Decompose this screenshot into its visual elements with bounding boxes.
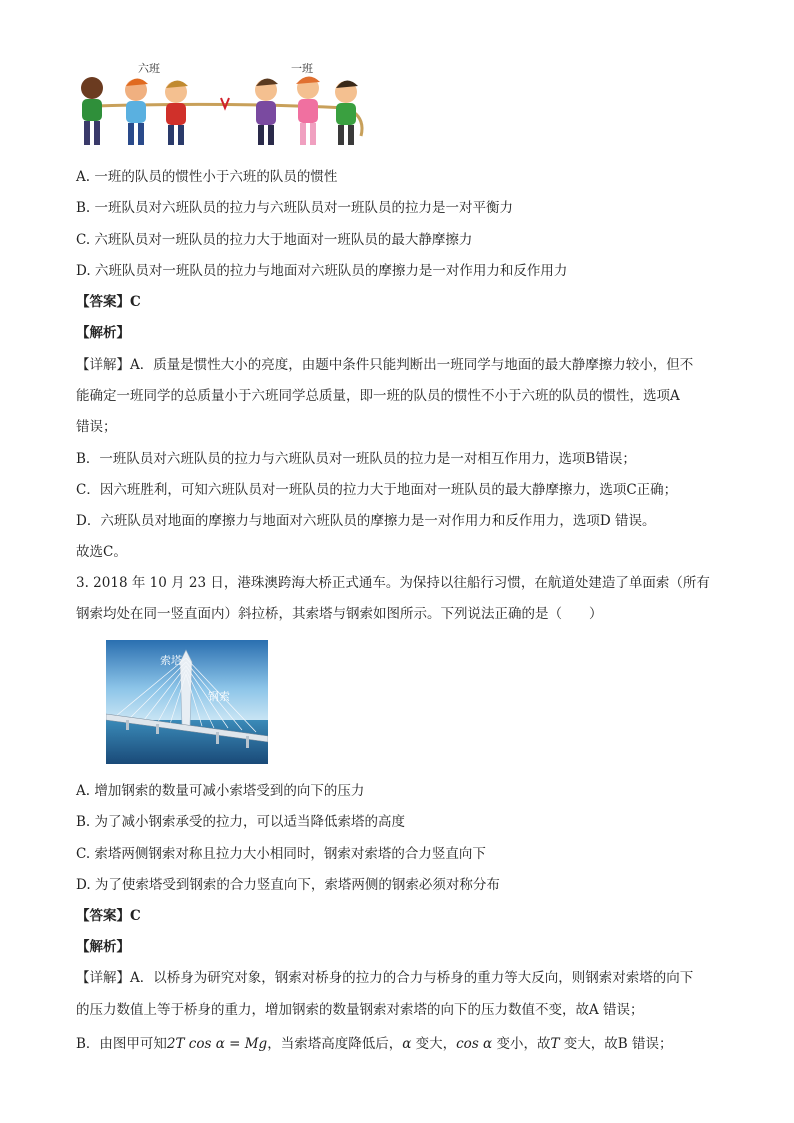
kid-4 <box>255 78 278 145</box>
symbol-tension: T <box>550 1036 560 1052</box>
q2-analysis-heading: 【解析】 <box>76 325 130 341</box>
q2-option-a: A. 一班的队员的惯性小于六班的队员的惯性 <box>76 169 338 185</box>
q2-answer: 【答案】C <box>76 294 141 310</box>
q2-detail-c: C．因六班胜利，可知六班队员对一班队员的拉力大于地面对一班队员的最大静摩擦力，选项C正确； <box>76 482 678 498</box>
kid-6 <box>335 80 358 145</box>
label-class-one: 一班 <box>291 63 313 75</box>
q3-option-a: A. 增加钢索的数量可减小索塔受到的向下的压力 <box>76 783 365 799</box>
q3-detail-b-prefix: B．由图甲可知 <box>76 1036 167 1052</box>
q2-option-b: B. 一班队员对六班队员的拉力与六班队员对一班队员的拉力是一对平衡力 <box>76 200 514 216</box>
kid-1 <box>81 77 103 145</box>
kid-5 <box>296 76 320 145</box>
q2-detail-b: B．一班队员对六班队员的拉力与六班队员对一班队员的拉力是一对相互作用力，选项B错误； <box>76 451 636 467</box>
tug-of-war-illustration <box>76 58 368 158</box>
label-tower: 索塔 <box>160 655 182 667</box>
symbol-alpha: α <box>402 1036 412 1052</box>
q2-option-c: C. 六班队员对一班队员的拉力大于地面对一班队员的最大静摩擦力 <box>76 232 473 248</box>
q3-detail-a-line2: 的压力数值上等于桥身的重力，增加钢索的数量钢索对索塔的向下的压力数值不变，故A 错误； <box>76 1002 644 1018</box>
bridge-photo <box>106 640 268 764</box>
q3-detail-b-text1: ，当索塔高度降低后， <box>267 1036 403 1052</box>
q3-stem-line1: 3. 2018 年 10 月 23 日，港珠澳跨海大桥正式通车。为保持以往船行习惯，在航道处建造了单面索（所有 <box>76 575 710 591</box>
q3-option-c: C. 索塔两侧钢索对称且拉力大小相同时，钢索对索塔的合力竖直向下 <box>76 846 486 862</box>
q2-detail-a-line3: 错误； <box>76 419 117 435</box>
q3-detail-b-end: 变大，故B 错误； <box>559 1036 673 1052</box>
kid-3 <box>165 80 188 145</box>
q3-option-b: B. 为了减小钢索承受的拉力，可以适当降低索塔的高度 <box>76 814 406 830</box>
q3-detail-a-line1: 【详解】A．以桥身为研究对象，钢索对桥身的拉力的合力与桥身的重力等大反向，则钢索对索塔的向下 <box>76 970 694 986</box>
kid-2 <box>125 78 148 145</box>
q2-detail-a-line2: 能确定一班同学的总质量小于六班同学总质量，即一班的队员的惯性不小于六班的队员的惯性，选项A <box>76 388 680 404</box>
q2-detail-d: D．六班队员对地面的摩擦力与地面对六班队员的摩擦力是一对作用力和反作用力，选项D 错误。 <box>76 513 656 529</box>
q3-answer: 【答案】C <box>76 908 141 924</box>
q3-analysis-heading: 【解析】 <box>76 939 130 955</box>
q3-detail-b <box>76 1035 672 1053</box>
q2-detail-a-line1: 【详解】A．质量是惯性大小的亮度，由题中条件只能判断出一班同学与地面的最大静摩擦力较小，但不 <box>76 357 694 373</box>
symbol-cos-alpha: cos α <box>456 1036 493 1052</box>
formula-tension-balance: 2T cos α = Mg <box>166 1036 268 1052</box>
q3-detail-b-text3: 变小，故 <box>492 1036 551 1052</box>
rope-marker <box>221 98 229 108</box>
q2-option-d: D. 六班队员对一班队员的拉力与地面对六班队员的摩擦力是一对作用力和反作用力 <box>76 263 568 279</box>
q3-option-d: D. 为了使索塔受到钢索的合力竖直向下，索塔两侧的钢索必须对称分布 <box>76 877 500 893</box>
q3-stem-line2: 钢索均处在同一竖直面内）斜拉桥，其索塔与钢索如图所示。下列说法正确的是（ ） <box>76 606 603 622</box>
q3-detail-b-text2: 变大， <box>411 1036 457 1052</box>
label-cable: 钢索 <box>208 691 230 703</box>
q2-conclusion: 故选C。 <box>76 544 127 560</box>
label-class-six: 六班 <box>138 63 160 75</box>
